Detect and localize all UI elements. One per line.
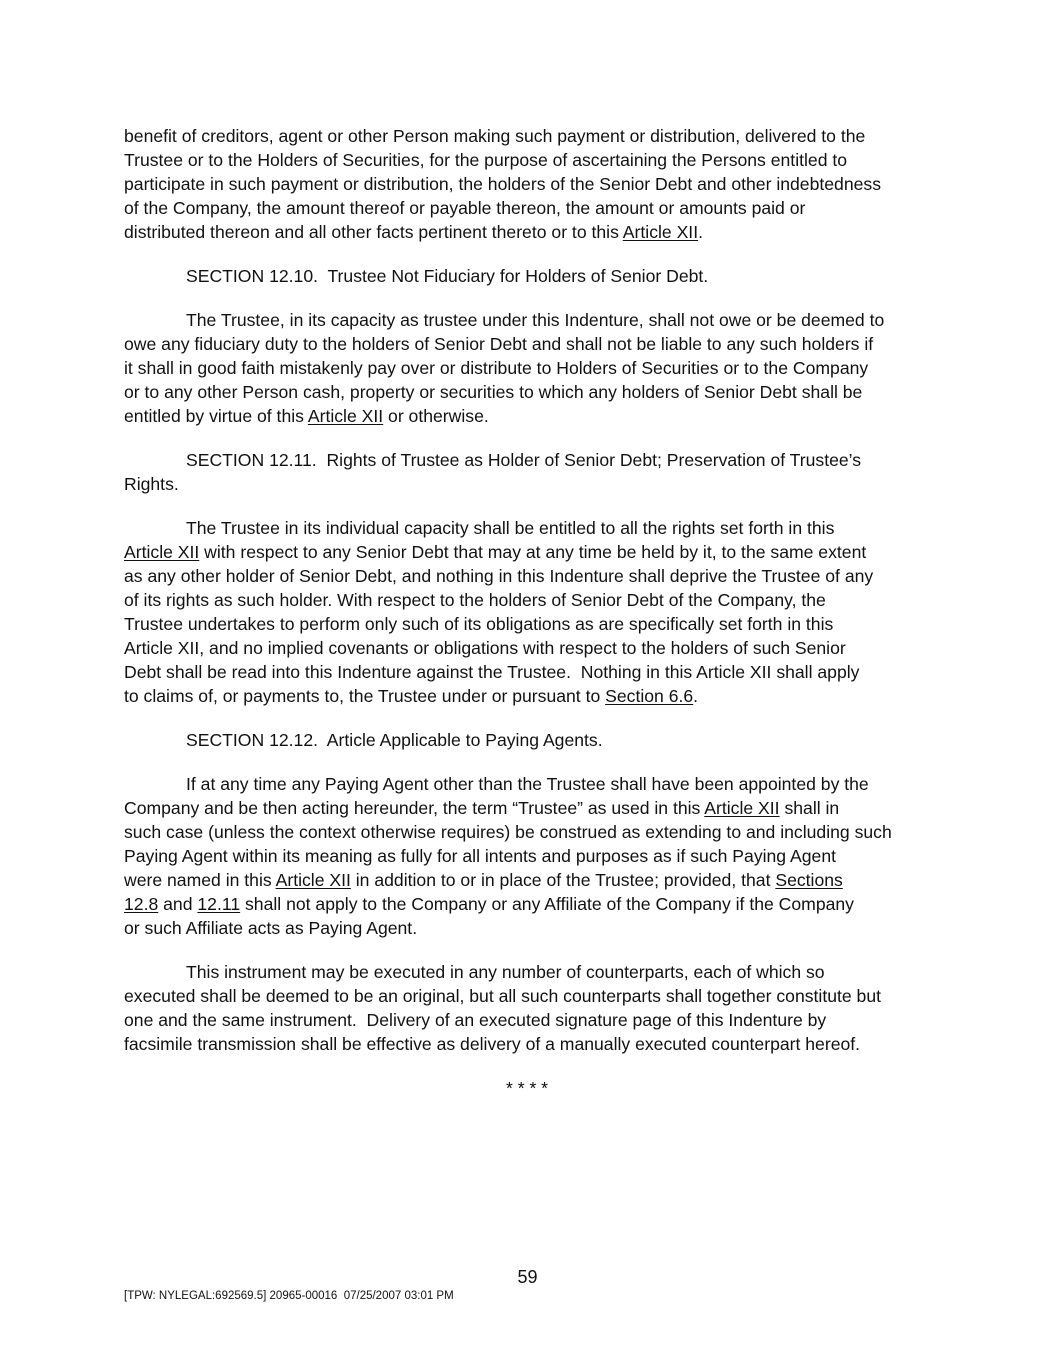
text-segment: of the Company, the amount thereof or payable thereon, the amount or amounts paid or [124, 198, 806, 218]
section-separator: * * * * [505, 1078, 549, 1098]
text-line [124, 540, 944, 564]
section-heading-12-11 [124, 448, 944, 496]
text-segment: such case (unless the context otherwise requires) be construed as extending to and including such [124, 822, 892, 842]
text-line [124, 404, 944, 428]
text-segment: Paying Agent within its meaning as fully for all intents and purposes as if such Paying Agent [124, 846, 836, 866]
text-segment: in addition to or in place of the Trustee; provided, that [350, 870, 776, 890]
paragraph-12-11 [124, 516, 944, 708]
text-line [124, 612, 944, 636]
text-segment: or such Affiliate acts as Paying Agent. [124, 918, 418, 938]
page-number: 59 [517, 1267, 538, 1287]
text-segment: shall not apply to the Company or any Affiliate of the Company if the Company [240, 894, 854, 914]
text-segment: owe any fiduciary duty to the holders of Senior Debt and shall not be liable to any such holders if [124, 334, 874, 354]
text-segment: or otherwise. [383, 406, 489, 426]
section-heading-12-12 [124, 728, 944, 752]
text-line [124, 844, 944, 868]
text-line [124, 564, 944, 588]
text-line [124, 772, 944, 796]
text-segment: entitled by virtue of this [124, 406, 308, 426]
section-reference: 12.11 [197, 894, 241, 914]
text-line [124, 332, 944, 356]
text-line [124, 820, 944, 844]
text-segment: participate in such payment or distribution, the holders of the Senior Debt and other indebtedness [124, 174, 881, 194]
text-line [124, 516, 944, 540]
text-segment: one and the same instrument. Delivery of an executed signature page of this Indenture by [124, 1010, 827, 1030]
text-line [124, 196, 944, 220]
footer-document-id: [TPW: NYLEGAL:692569.5] 20965-00016 07/25/2007 03:01 PM [124, 1290, 454, 1302]
document-body [124, 124, 944, 1100]
text-line [124, 684, 944, 708]
article-reference: Article XII [622, 222, 699, 242]
text-segment: distributed thereon and all other facts pertinent thereto or to this [124, 222, 623, 242]
text-segment: with respect to any Senior Debt that may at any time be held by it, to the same extent [199, 542, 867, 562]
text-segment: If at any time any Paying Agent other than the Trustee shall have been appointed by the [186, 774, 869, 794]
text-line [124, 984, 944, 1008]
text-segment: . [698, 222, 703, 242]
heading-line: SECTION 12.12. Article Applicable to Paying Agents. [186, 730, 603, 750]
text-line [124, 796, 944, 820]
section-reference: 12.8 [124, 894, 159, 914]
text-line [124, 148, 944, 172]
text-segment: Debt shall be read into this Indenture against the Trustee. Nothing in this Article XII shall apply [124, 662, 860, 682]
text-segment: were named in this [124, 870, 276, 890]
text-segment: Company and be then acting hereunder, the term “Trustee” as used in this [124, 798, 705, 818]
text-segment: The Trustee, in its capacity as trustee under this Indenture, shall not owe or be deemed to [186, 310, 885, 330]
paragraph-continuation [124, 124, 944, 244]
text-line [124, 660, 944, 684]
text-segment: shall in [779, 798, 840, 818]
section-reference: Section 6.6 [605, 686, 694, 706]
text-segment: Trustee undertakes to perform only such of its obligations as are specifically set forth in this [124, 614, 834, 634]
text-line [124, 892, 944, 916]
text-segment: This instrument may be executed in any number of counterparts, each of which so [186, 962, 825, 982]
article-reference: Article XII [124, 542, 200, 562]
text-line [124, 1032, 944, 1056]
heading-line: Rights. [124, 474, 179, 494]
text-line [124, 124, 944, 148]
text-segment: or to any other Person cash, property or securities to which any holders of Senior Debt shall be [124, 382, 863, 402]
article-reference: Article XII [307, 406, 384, 426]
text-segment: it shall in good faith mistakenly pay over or distribute to Holders of Securities or to the Company [124, 358, 869, 378]
text-segment: Trustee or to the Holders of Securities, for the purpose of ascertaining the Persons entitled to [124, 150, 848, 170]
text-segment: as any other holder of Senior Debt, and nothing in this Indenture shall deprive the Trustee of any [124, 566, 874, 586]
paragraph-12-10 [124, 308, 944, 428]
text-line [124, 916, 944, 940]
text-segment: of its rights as such holder. With respect to the holders of Senior Debt of the Company, the [124, 590, 826, 610]
text-segment: executed shall be deemed to be an original, but all such counterparts shall together constitute but [124, 986, 882, 1006]
text-line [124, 308, 944, 332]
text-line [124, 636, 944, 660]
text-line [124, 1008, 944, 1032]
text-segment: facsimile transmission shall be effective as delivery of a manually executed counterpart hereof. [124, 1034, 861, 1054]
heading-line: SECTION 12.10. Trustee Not Fiduciary for Holders of Senior Debt. [186, 266, 709, 286]
text-segment: benefit of creditors, agent or other Person making such payment or distribution, delivered to the [124, 126, 866, 146]
text-line [124, 220, 944, 244]
text-line [124, 588, 944, 612]
section-heading-12-10 [124, 264, 944, 288]
text-segment: to claims of, or payments to, the Trustee under or pursuant to [124, 686, 606, 706]
text-line [124, 868, 944, 892]
text-line [124, 356, 944, 380]
text-line [124, 172, 944, 196]
text-segment: . [693, 686, 699, 706]
section-reference: Sections [775, 870, 843, 890]
text-line [124, 380, 944, 404]
text-segment: Article XII, and no implied covenants or obligations with respect to the holders of such Senior [124, 638, 846, 658]
paragraph-counterparts [124, 960, 944, 1056]
text-line [124, 960, 944, 984]
article-reference: Article XII [704, 798, 780, 818]
heading-line: SECTION 12.11. Rights of Trustee as Holder of Senior Debt; Preservation of Trustee’s [186, 450, 862, 470]
paragraph-12-12 [124, 772, 944, 940]
text-segment: and [158, 894, 198, 914]
article-reference: Article XII [275, 870, 351, 890]
text-segment: The Trustee in its individual capacity shall be entitled to all the rights set forth in this [186, 518, 835, 538]
